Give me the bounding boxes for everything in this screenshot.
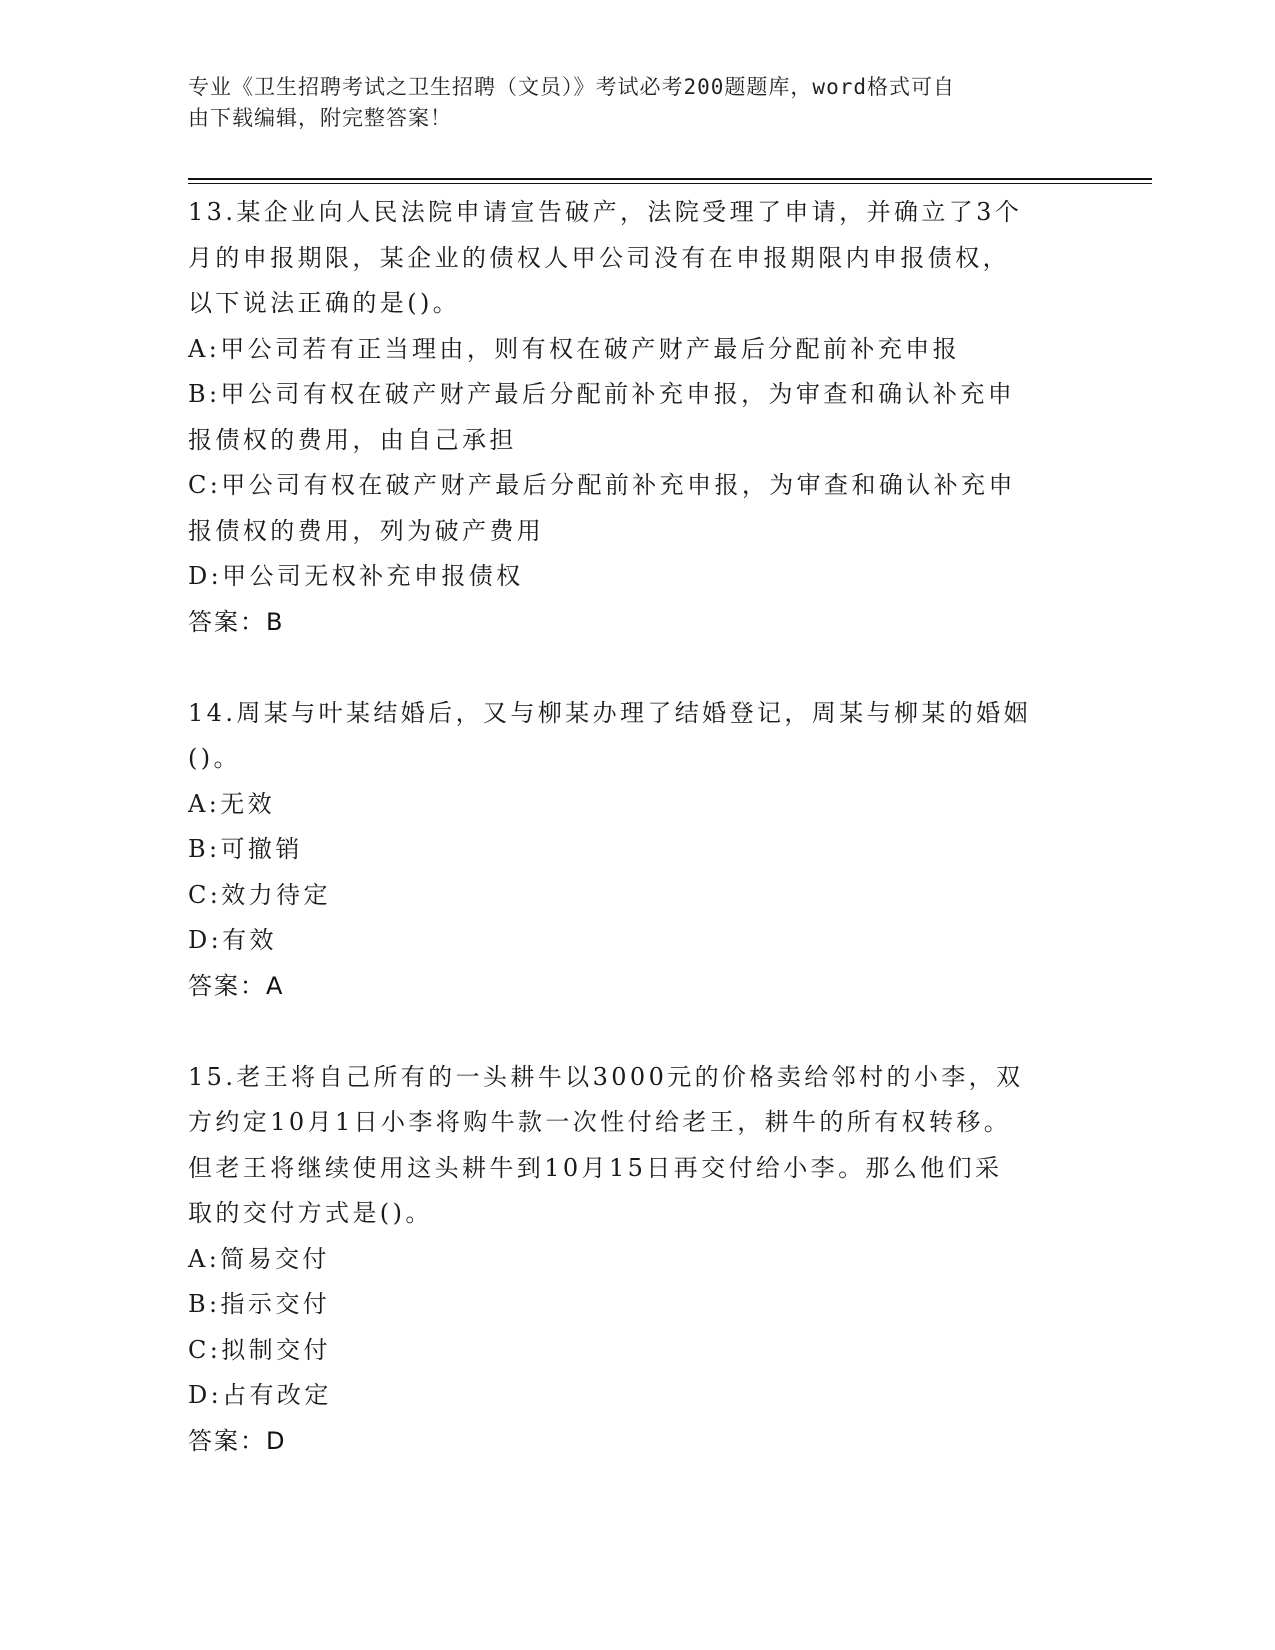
question-stem-line: 13.某企业向人民法院申请宣告破产，法院受理了申请，并确立了3个 xyxy=(188,198,1023,226)
question-15 xyxy=(188,1055,1088,1465)
answer-label: 答案：B xyxy=(188,607,285,636)
header-line: 专业《卫生招聘考试之卫生招聘（文员）》考试必考200题题库，word格式可自 xyxy=(188,75,955,99)
option-b: B:可撤销 xyxy=(188,835,303,863)
option-b: B:甲公司有权在破产财产最后分配前补充申报，为审查和确认补充申 xyxy=(188,380,1016,408)
header-line: 由下载编辑，附完整答案！ xyxy=(188,106,452,130)
question-stem-line: 以下说法正确的是()。 xyxy=(188,289,461,317)
question-spacer xyxy=(188,1009,1088,1055)
question-stem-line: 14.周某与叶某结婚后，又与柳某办理了结婚登记，周某与柳某的婚姻 xyxy=(188,698,1031,727)
question-list xyxy=(188,190,1088,1464)
option-a: A:无效 xyxy=(188,789,276,818)
question-stem-line: 但老王将继续使用这头耕牛到10月15日再交付给小李。那么他们采 xyxy=(188,1153,1003,1182)
option-c: C:甲公司有权在破产财产最后分配前补充申报，为审查和确认补充申 xyxy=(188,471,1016,499)
answer-label: 答案：A xyxy=(188,971,285,1000)
question-14 xyxy=(188,691,1088,1010)
option-d: D:甲公司无权补充申报债权 xyxy=(188,562,524,590)
question-stem-line: 15.老王将自己所有的一头耕牛以3000元的价格卖给邻村的小李，双 xyxy=(188,1062,1024,1091)
option-a: A:甲公司若有正当理由，则有权在破产财产最后分配前补充申报 xyxy=(188,334,961,363)
option-a: A:简易交付 xyxy=(188,1244,330,1273)
header-divider xyxy=(188,178,1152,180)
option-b-continued: 报债权的费用，由自己承担 xyxy=(188,425,517,454)
question-stem-line: 月的申报期限，某企业的债权人甲公司没有在申报期限内申报债权， xyxy=(188,243,1010,272)
option-d: D:有效 xyxy=(188,926,277,954)
option-b: B:指示交付 xyxy=(188,1290,331,1318)
answer-label: 答案：D xyxy=(188,1426,287,1455)
option-c-continued: 报债权的费用，列为破产费用 xyxy=(188,516,545,545)
header-divider-thin xyxy=(188,183,1152,184)
option-c: C:效力待定 xyxy=(188,880,331,909)
option-c: C:拟制交付 xyxy=(188,1335,331,1364)
question-stem-line: ()。 xyxy=(188,744,241,772)
option-d: D:占有改定 xyxy=(188,1381,332,1409)
question-spacer xyxy=(188,645,1088,691)
question-13 xyxy=(188,190,1088,645)
question-stem-line: 方约定10月1日小李将购牛款一次性付给老王，耕牛的所有权转移。 xyxy=(188,1108,1012,1136)
document-header xyxy=(188,72,1068,134)
question-stem-line: 取的交付方式是()。 xyxy=(188,1199,433,1227)
